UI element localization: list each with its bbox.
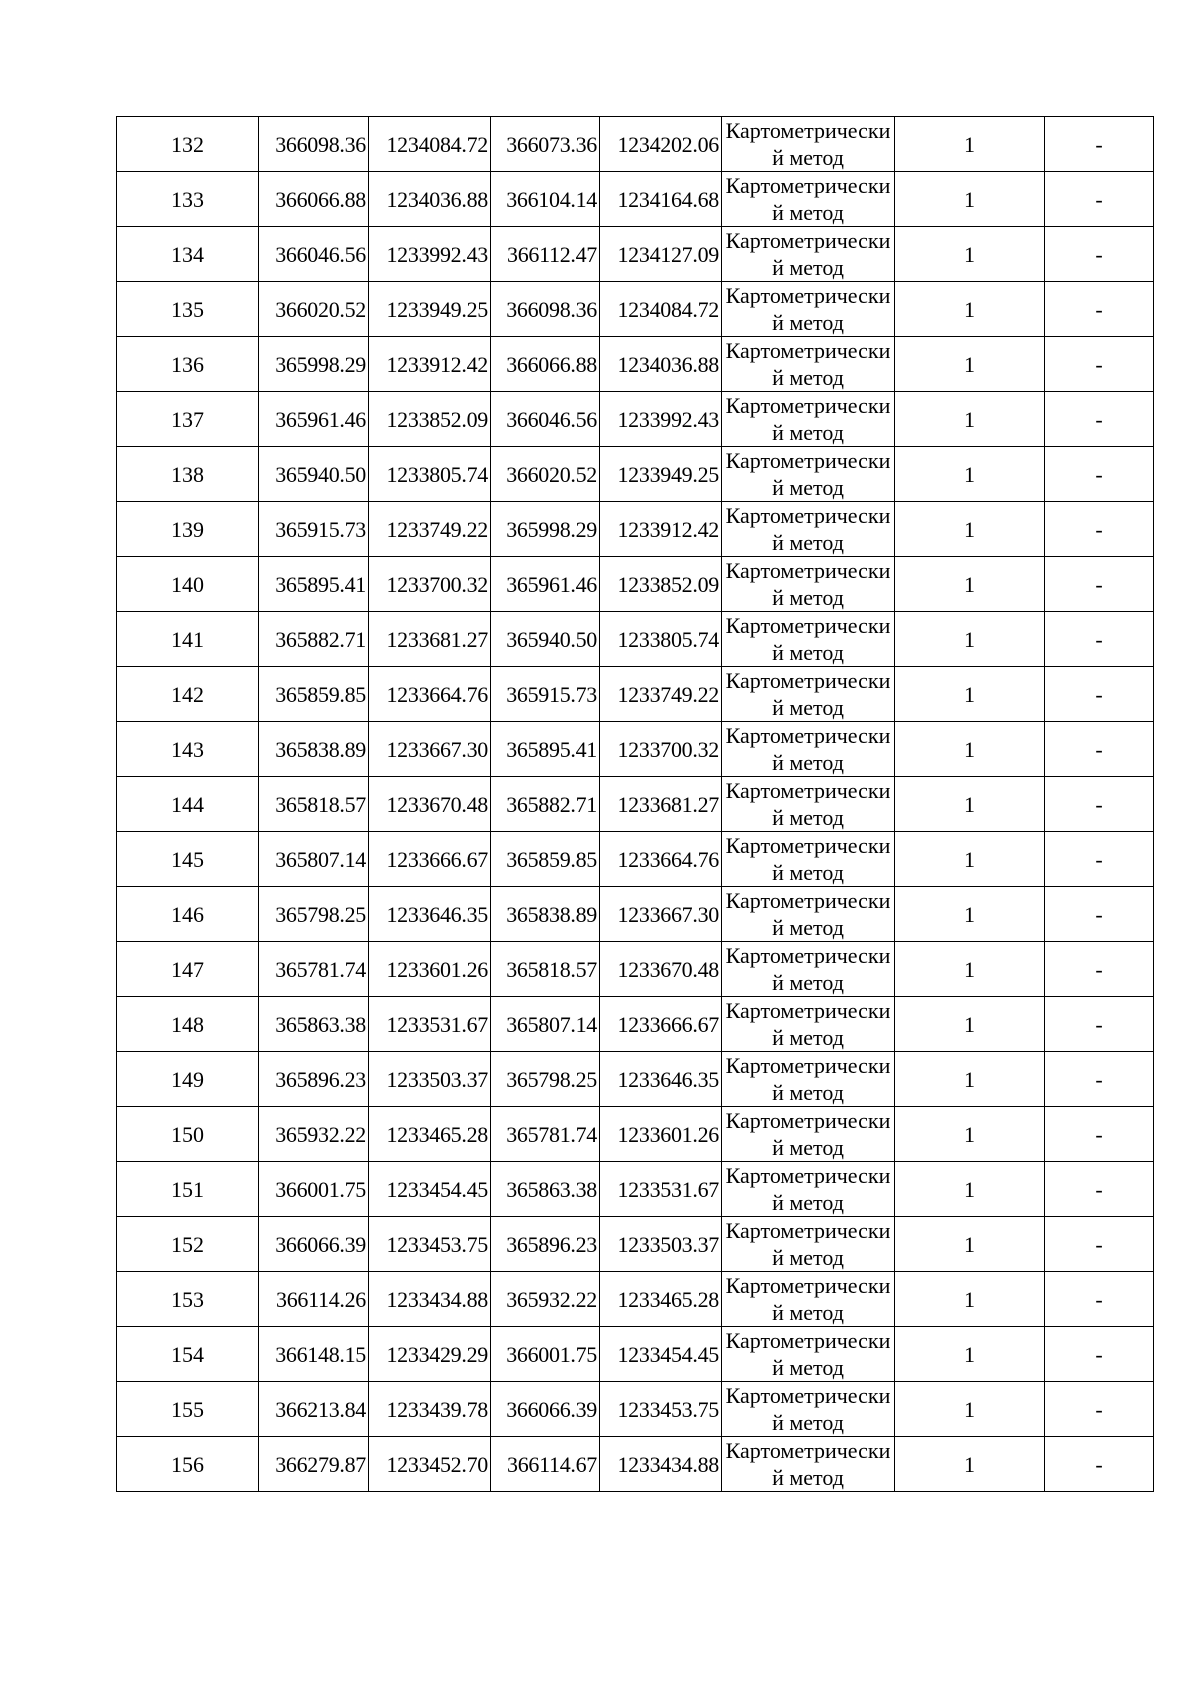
y-coordinate-cell: 1233429.29 (369, 1327, 491, 1382)
note-cell: - (1045, 997, 1154, 1052)
method-cell: Картометрический метод (722, 1437, 895, 1492)
accuracy-cell: 1 (895, 557, 1045, 612)
table-row (117, 777, 1154, 832)
table-row (117, 1327, 1154, 1382)
table-row (117, 1382, 1154, 1437)
y-coordinate-cell: 1233434.88 (369, 1272, 491, 1327)
note-cell: - (1045, 612, 1154, 667)
table-row (117, 722, 1154, 777)
y-coordinate-cell: 1233531.67 (369, 997, 491, 1052)
method-cell: Картометрический метод (722, 997, 895, 1052)
coordinates-table-body (117, 117, 1154, 1492)
method-cell: Картометрический метод (722, 447, 895, 502)
prev-x-coordinate-cell: 366066.39 (491, 1382, 600, 1437)
y-coordinate-cell: 1233992.43 (369, 227, 491, 282)
prev-y-coordinate-cell: 1233601.26 (600, 1107, 722, 1162)
prev-y-coordinate-cell: 1233667.30 (600, 887, 722, 942)
table-row (117, 667, 1154, 722)
method-cell: Картометрический метод (722, 1052, 895, 1107)
y-coordinate-cell: 1233646.35 (369, 887, 491, 942)
accuracy-cell: 1 (895, 172, 1045, 227)
x-coordinate-cell: 366098.36 (259, 117, 369, 172)
x-coordinate-cell: 366066.39 (259, 1217, 369, 1272)
point-number-cell: 140 (117, 557, 259, 612)
y-coordinate-cell: 1233452.70 (369, 1437, 491, 1492)
x-coordinate-cell: 365798.25 (259, 887, 369, 942)
x-coordinate-cell: 365818.57 (259, 777, 369, 832)
point-number-cell: 134 (117, 227, 259, 282)
prev-x-coordinate-cell: 365998.29 (491, 502, 600, 557)
accuracy-cell: 1 (895, 832, 1045, 887)
point-number-cell: 136 (117, 337, 259, 392)
prev-y-coordinate-cell: 1233681.27 (600, 777, 722, 832)
method-cell: Картометрический метод (722, 887, 895, 942)
prev-x-coordinate-cell: 366001.75 (491, 1327, 600, 1382)
x-coordinate-cell: 365859.85 (259, 667, 369, 722)
method-cell: Картометрический метод (722, 1272, 895, 1327)
method-cell: Картометрический метод (722, 282, 895, 337)
y-coordinate-cell: 1233681.27 (369, 612, 491, 667)
prev-x-coordinate-cell: 365961.46 (491, 557, 600, 612)
y-coordinate-cell: 1233666.67 (369, 832, 491, 887)
note-cell: - (1045, 1382, 1154, 1437)
y-coordinate-cell: 1233503.37 (369, 1052, 491, 1107)
prev-x-coordinate-cell: 366046.56 (491, 392, 600, 447)
method-cell: Картометрический метод (722, 557, 895, 612)
note-cell: - (1045, 1107, 1154, 1162)
x-coordinate-cell: 365998.29 (259, 337, 369, 392)
note-cell: - (1045, 227, 1154, 282)
prev-y-coordinate-cell: 1233646.35 (600, 1052, 722, 1107)
y-coordinate-cell: 1233465.28 (369, 1107, 491, 1162)
accuracy-cell: 1 (895, 887, 1045, 942)
coordinates-table (116, 116, 1154, 1492)
method-cell: Картометрический метод (722, 942, 895, 997)
prev-y-coordinate-cell: 1233434.88 (600, 1437, 722, 1492)
note-cell: - (1045, 667, 1154, 722)
method-cell: Картометрический метод (722, 777, 895, 832)
y-coordinate-cell: 1233664.76 (369, 667, 491, 722)
table-row (117, 227, 1154, 282)
prev-x-coordinate-cell: 365882.71 (491, 777, 600, 832)
y-coordinate-cell: 1234036.88 (369, 172, 491, 227)
accuracy-cell: 1 (895, 997, 1045, 1052)
table-row (117, 1437, 1154, 1492)
table-row (117, 117, 1154, 172)
method-cell: Картометрический метод (722, 227, 895, 282)
prev-y-coordinate-cell: 1234202.06 (600, 117, 722, 172)
point-number-cell: 132 (117, 117, 259, 172)
table-row (117, 502, 1154, 557)
x-coordinate-cell: 366279.87 (259, 1437, 369, 1492)
prev-x-coordinate-cell: 365863.38 (491, 1162, 600, 1217)
y-coordinate-cell: 1233601.26 (369, 942, 491, 997)
prev-x-coordinate-cell: 365798.25 (491, 1052, 600, 1107)
prev-x-coordinate-cell: 365859.85 (491, 832, 600, 887)
point-number-cell: 149 (117, 1052, 259, 1107)
accuracy-cell: 1 (895, 1052, 1045, 1107)
point-number-cell: 146 (117, 887, 259, 942)
table-row (117, 942, 1154, 997)
prev-y-coordinate-cell: 1233503.37 (600, 1217, 722, 1272)
point-number-cell: 137 (117, 392, 259, 447)
method-cell: Картометрический метод (722, 1107, 895, 1162)
method-cell: Картометрический метод (722, 1327, 895, 1382)
method-cell: Картометрический метод (722, 392, 895, 447)
method-cell: Картометрический метод (722, 612, 895, 667)
prev-y-coordinate-cell: 1233912.42 (600, 502, 722, 557)
table-row (117, 282, 1154, 337)
accuracy-cell: 1 (895, 612, 1045, 667)
prev-y-coordinate-cell: 1233749.22 (600, 667, 722, 722)
point-number-cell: 152 (117, 1217, 259, 1272)
prev-y-coordinate-cell: 1233453.75 (600, 1382, 722, 1437)
y-coordinate-cell: 1233852.09 (369, 392, 491, 447)
y-coordinate-cell: 1233912.42 (369, 337, 491, 392)
x-coordinate-cell: 365940.50 (259, 447, 369, 502)
prev-y-coordinate-cell: 1234084.72 (600, 282, 722, 337)
prev-y-coordinate-cell: 1233805.74 (600, 612, 722, 667)
point-number-cell: 151 (117, 1162, 259, 1217)
note-cell: - (1045, 117, 1154, 172)
accuracy-cell: 1 (895, 282, 1045, 337)
note-cell: - (1045, 1052, 1154, 1107)
accuracy-cell: 1 (895, 1162, 1045, 1217)
point-number-cell: 135 (117, 282, 259, 337)
point-number-cell: 147 (117, 942, 259, 997)
prev-x-coordinate-cell: 365807.14 (491, 997, 600, 1052)
y-coordinate-cell: 1234084.72 (369, 117, 491, 172)
prev-y-coordinate-cell: 1233949.25 (600, 447, 722, 502)
prev-y-coordinate-cell: 1233666.67 (600, 997, 722, 1052)
x-coordinate-cell: 366148.15 (259, 1327, 369, 1382)
point-number-cell: 150 (117, 1107, 259, 1162)
accuracy-cell: 1 (895, 1327, 1045, 1382)
table-row (117, 1272, 1154, 1327)
accuracy-cell: 1 (895, 722, 1045, 777)
x-coordinate-cell: 365882.71 (259, 612, 369, 667)
x-coordinate-cell: 366066.88 (259, 172, 369, 227)
point-number-cell: 142 (117, 667, 259, 722)
prev-y-coordinate-cell: 1234036.88 (600, 337, 722, 392)
point-number-cell: 143 (117, 722, 259, 777)
accuracy-cell: 1 (895, 667, 1045, 722)
note-cell: - (1045, 502, 1154, 557)
prev-x-coordinate-cell: 366020.52 (491, 447, 600, 502)
method-cell: Картометрический метод (722, 1382, 895, 1437)
accuracy-cell: 1 (895, 337, 1045, 392)
y-coordinate-cell: 1233805.74 (369, 447, 491, 502)
table-row (117, 1217, 1154, 1272)
method-cell: Картометрический метод (722, 172, 895, 227)
accuracy-cell: 1 (895, 117, 1045, 172)
method-cell: Картометрический метод (722, 722, 895, 777)
x-coordinate-cell: 365863.38 (259, 997, 369, 1052)
y-coordinate-cell: 1233700.32 (369, 557, 491, 612)
accuracy-cell: 1 (895, 1272, 1045, 1327)
note-cell: - (1045, 887, 1154, 942)
prev-x-coordinate-cell: 366104.14 (491, 172, 600, 227)
prev-x-coordinate-cell: 365895.41 (491, 722, 600, 777)
point-number-cell: 148 (117, 997, 259, 1052)
y-coordinate-cell: 1233670.48 (369, 777, 491, 832)
note-cell: - (1045, 337, 1154, 392)
prev-y-coordinate-cell: 1233700.32 (600, 722, 722, 777)
table-row (117, 172, 1154, 227)
prev-x-coordinate-cell: 365915.73 (491, 667, 600, 722)
y-coordinate-cell: 1233454.45 (369, 1162, 491, 1217)
prev-x-coordinate-cell: 365838.89 (491, 887, 600, 942)
method-cell: Картометрический метод (722, 337, 895, 392)
point-number-cell: 139 (117, 502, 259, 557)
accuracy-cell: 1 (895, 392, 1045, 447)
y-coordinate-cell: 1233453.75 (369, 1217, 491, 1272)
note-cell: - (1045, 557, 1154, 612)
note-cell: - (1045, 1272, 1154, 1327)
note-cell: - (1045, 1327, 1154, 1382)
method-cell: Картометрический метод (722, 1217, 895, 1272)
note-cell: - (1045, 282, 1154, 337)
point-number-cell: 155 (117, 1382, 259, 1437)
prev-y-coordinate-cell: 1234164.68 (600, 172, 722, 227)
point-number-cell: 141 (117, 612, 259, 667)
accuracy-cell: 1 (895, 1437, 1045, 1492)
prev-x-coordinate-cell: 365940.50 (491, 612, 600, 667)
point-number-cell: 153 (117, 1272, 259, 1327)
accuracy-cell: 1 (895, 1217, 1045, 1272)
note-cell: - (1045, 777, 1154, 832)
x-coordinate-cell: 365781.74 (259, 942, 369, 997)
prev-x-coordinate-cell: 365818.57 (491, 942, 600, 997)
x-coordinate-cell: 365915.73 (259, 502, 369, 557)
prev-y-coordinate-cell: 1234127.09 (600, 227, 722, 282)
method-cell: Картометрический метод (722, 832, 895, 887)
x-coordinate-cell: 365932.22 (259, 1107, 369, 1162)
prev-x-coordinate-cell: 365896.23 (491, 1217, 600, 1272)
note-cell: - (1045, 1162, 1154, 1217)
accuracy-cell: 1 (895, 447, 1045, 502)
y-coordinate-cell: 1233949.25 (369, 282, 491, 337)
prev-x-coordinate-cell: 366112.47 (491, 227, 600, 282)
table-row (117, 337, 1154, 392)
accuracy-cell: 1 (895, 227, 1045, 282)
y-coordinate-cell: 1233439.78 (369, 1382, 491, 1437)
prev-x-coordinate-cell: 365781.74 (491, 1107, 600, 1162)
accuracy-cell: 1 (895, 942, 1045, 997)
prev-y-coordinate-cell: 1233454.45 (600, 1327, 722, 1382)
table-row (117, 392, 1154, 447)
method-cell: Картометрический метод (722, 502, 895, 557)
method-cell: Картометрический метод (722, 667, 895, 722)
table-row (117, 997, 1154, 1052)
prev-x-coordinate-cell: 366073.36 (491, 117, 600, 172)
note-cell: - (1045, 942, 1154, 997)
prev-y-coordinate-cell: 1233670.48 (600, 942, 722, 997)
x-coordinate-cell: 365896.23 (259, 1052, 369, 1107)
x-coordinate-cell: 366001.75 (259, 1162, 369, 1217)
x-coordinate-cell: 366020.52 (259, 282, 369, 337)
table-row (117, 447, 1154, 502)
x-coordinate-cell: 365807.14 (259, 832, 369, 887)
accuracy-cell: 1 (895, 1107, 1045, 1162)
table-row (117, 1052, 1154, 1107)
accuracy-cell: 1 (895, 502, 1045, 557)
prev-y-coordinate-cell: 1233852.09 (600, 557, 722, 612)
table-row (117, 612, 1154, 667)
y-coordinate-cell: 1233667.30 (369, 722, 491, 777)
x-coordinate-cell: 366046.56 (259, 227, 369, 282)
table-row (117, 557, 1154, 612)
note-cell: - (1045, 172, 1154, 227)
prev-y-coordinate-cell: 1233531.67 (600, 1162, 722, 1217)
prev-y-coordinate-cell: 1233465.28 (600, 1272, 722, 1327)
note-cell: - (1045, 832, 1154, 887)
note-cell: - (1045, 722, 1154, 777)
prev-x-coordinate-cell: 365932.22 (491, 1272, 600, 1327)
method-cell: Картометрический метод (722, 117, 895, 172)
x-coordinate-cell: 365838.89 (259, 722, 369, 777)
point-number-cell: 138 (117, 447, 259, 502)
prev-y-coordinate-cell: 1233664.76 (600, 832, 722, 887)
method-cell: Картометрический метод (722, 1162, 895, 1217)
table-row (117, 887, 1154, 942)
x-coordinate-cell: 365961.46 (259, 392, 369, 447)
point-number-cell: 154 (117, 1327, 259, 1382)
table-row (117, 1107, 1154, 1162)
x-coordinate-cell: 366213.84 (259, 1382, 369, 1437)
accuracy-cell: 1 (895, 777, 1045, 832)
prev-x-coordinate-cell: 366114.67 (491, 1437, 600, 1492)
prev-y-coordinate-cell: 1233992.43 (600, 392, 722, 447)
point-number-cell: 145 (117, 832, 259, 887)
point-number-cell: 144 (117, 777, 259, 832)
note-cell: - (1045, 392, 1154, 447)
point-number-cell: 156 (117, 1437, 259, 1492)
note-cell: - (1045, 1437, 1154, 1492)
x-coordinate-cell: 366114.26 (259, 1272, 369, 1327)
note-cell: - (1045, 447, 1154, 502)
prev-x-coordinate-cell: 366098.36 (491, 282, 600, 337)
note-cell: - (1045, 1217, 1154, 1272)
x-coordinate-cell: 365895.41 (259, 557, 369, 612)
table-row (117, 1162, 1154, 1217)
prev-x-coordinate-cell: 366066.88 (491, 337, 600, 392)
y-coordinate-cell: 1233749.22 (369, 502, 491, 557)
accuracy-cell: 1 (895, 1382, 1045, 1437)
point-number-cell: 133 (117, 172, 259, 227)
table-row (117, 832, 1154, 887)
